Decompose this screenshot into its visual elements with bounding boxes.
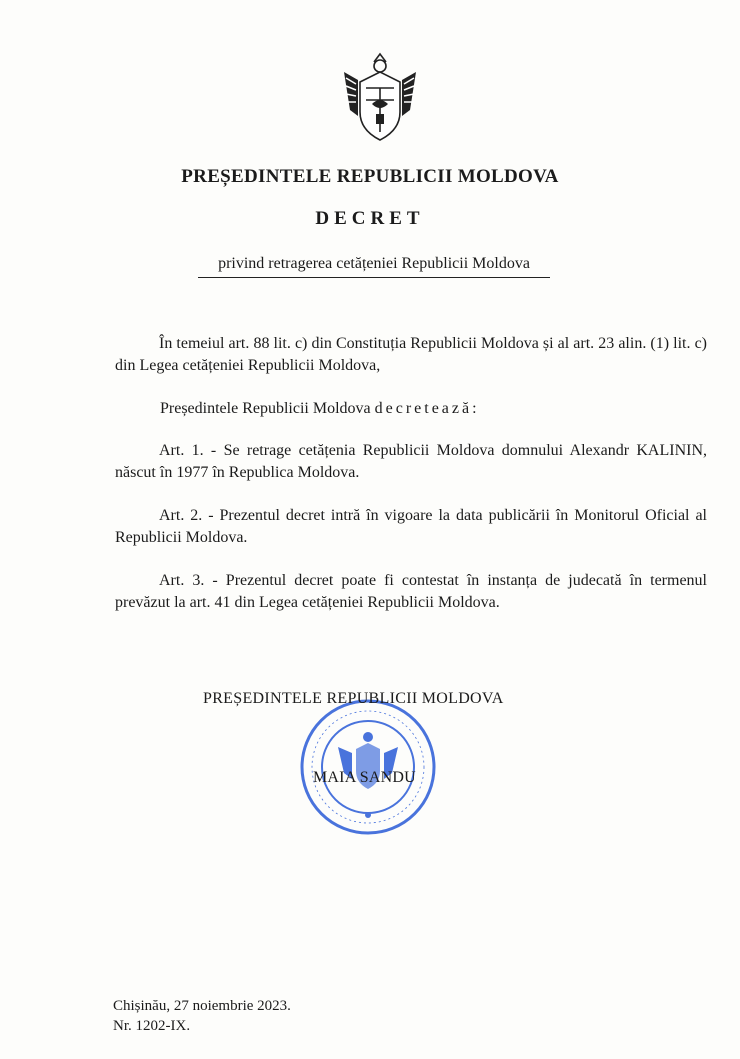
institution-title: PREȘEDINTELE REPUBLICII MOLDOVA bbox=[181, 166, 559, 187]
article-1-text: Art. 1. - Se retrage cetățenia Republicii Moldova domnului Alexandr KALININ, născut în 1977 în Republica Moldova. bbox=[115, 442, 707, 481]
coat-of-arms-icon bbox=[342, 52, 418, 144]
article-3-text: Art. 3. - Prezentul decret poate fi contestat în instanța de judecată în termenul prevăzut la art. 41 din Legea cetățeniei Republicii Moldova. bbox=[115, 572, 707, 611]
document-type: DECRET bbox=[315, 208, 425, 229]
decree-statement bbox=[160, 398, 720, 420]
place-and-date: Chișinău, 27 noiembrie 2023. bbox=[113, 998, 291, 1014]
legal-basis-paragraph bbox=[115, 333, 707, 377]
decree-verb: decretează: bbox=[374, 400, 480, 417]
official-seal-icon bbox=[298, 697, 438, 837]
article-1 bbox=[115, 440, 707, 484]
signature-title: PREȘEDINTELE REPUBLICII MOLDOVA bbox=[203, 690, 504, 707]
signatory-name: MAIA SANDU bbox=[313, 769, 416, 786]
decree-subject: privind retragerea cetățeniei Republicii Moldova bbox=[198, 255, 550, 278]
article-2-text: Art. 2. - Prezentul decret intră în vigoare la data publicării în Monitorul Oficial al Republicii Moldova. bbox=[115, 507, 707, 546]
legal-basis-text: În temeiul art. 88 lit. c) din Constituția Republicii Moldova și al art. 23 alin. (1) lit. c) din Legea cetățeniei Republicii Moldova, bbox=[115, 335, 707, 374]
article-2 bbox=[115, 505, 707, 549]
article-3 bbox=[115, 570, 707, 614]
decree-number: Nr. 1202-IX. bbox=[113, 1018, 191, 1034]
decree-intro: Președintele Republicii Moldova bbox=[160, 400, 371, 417]
